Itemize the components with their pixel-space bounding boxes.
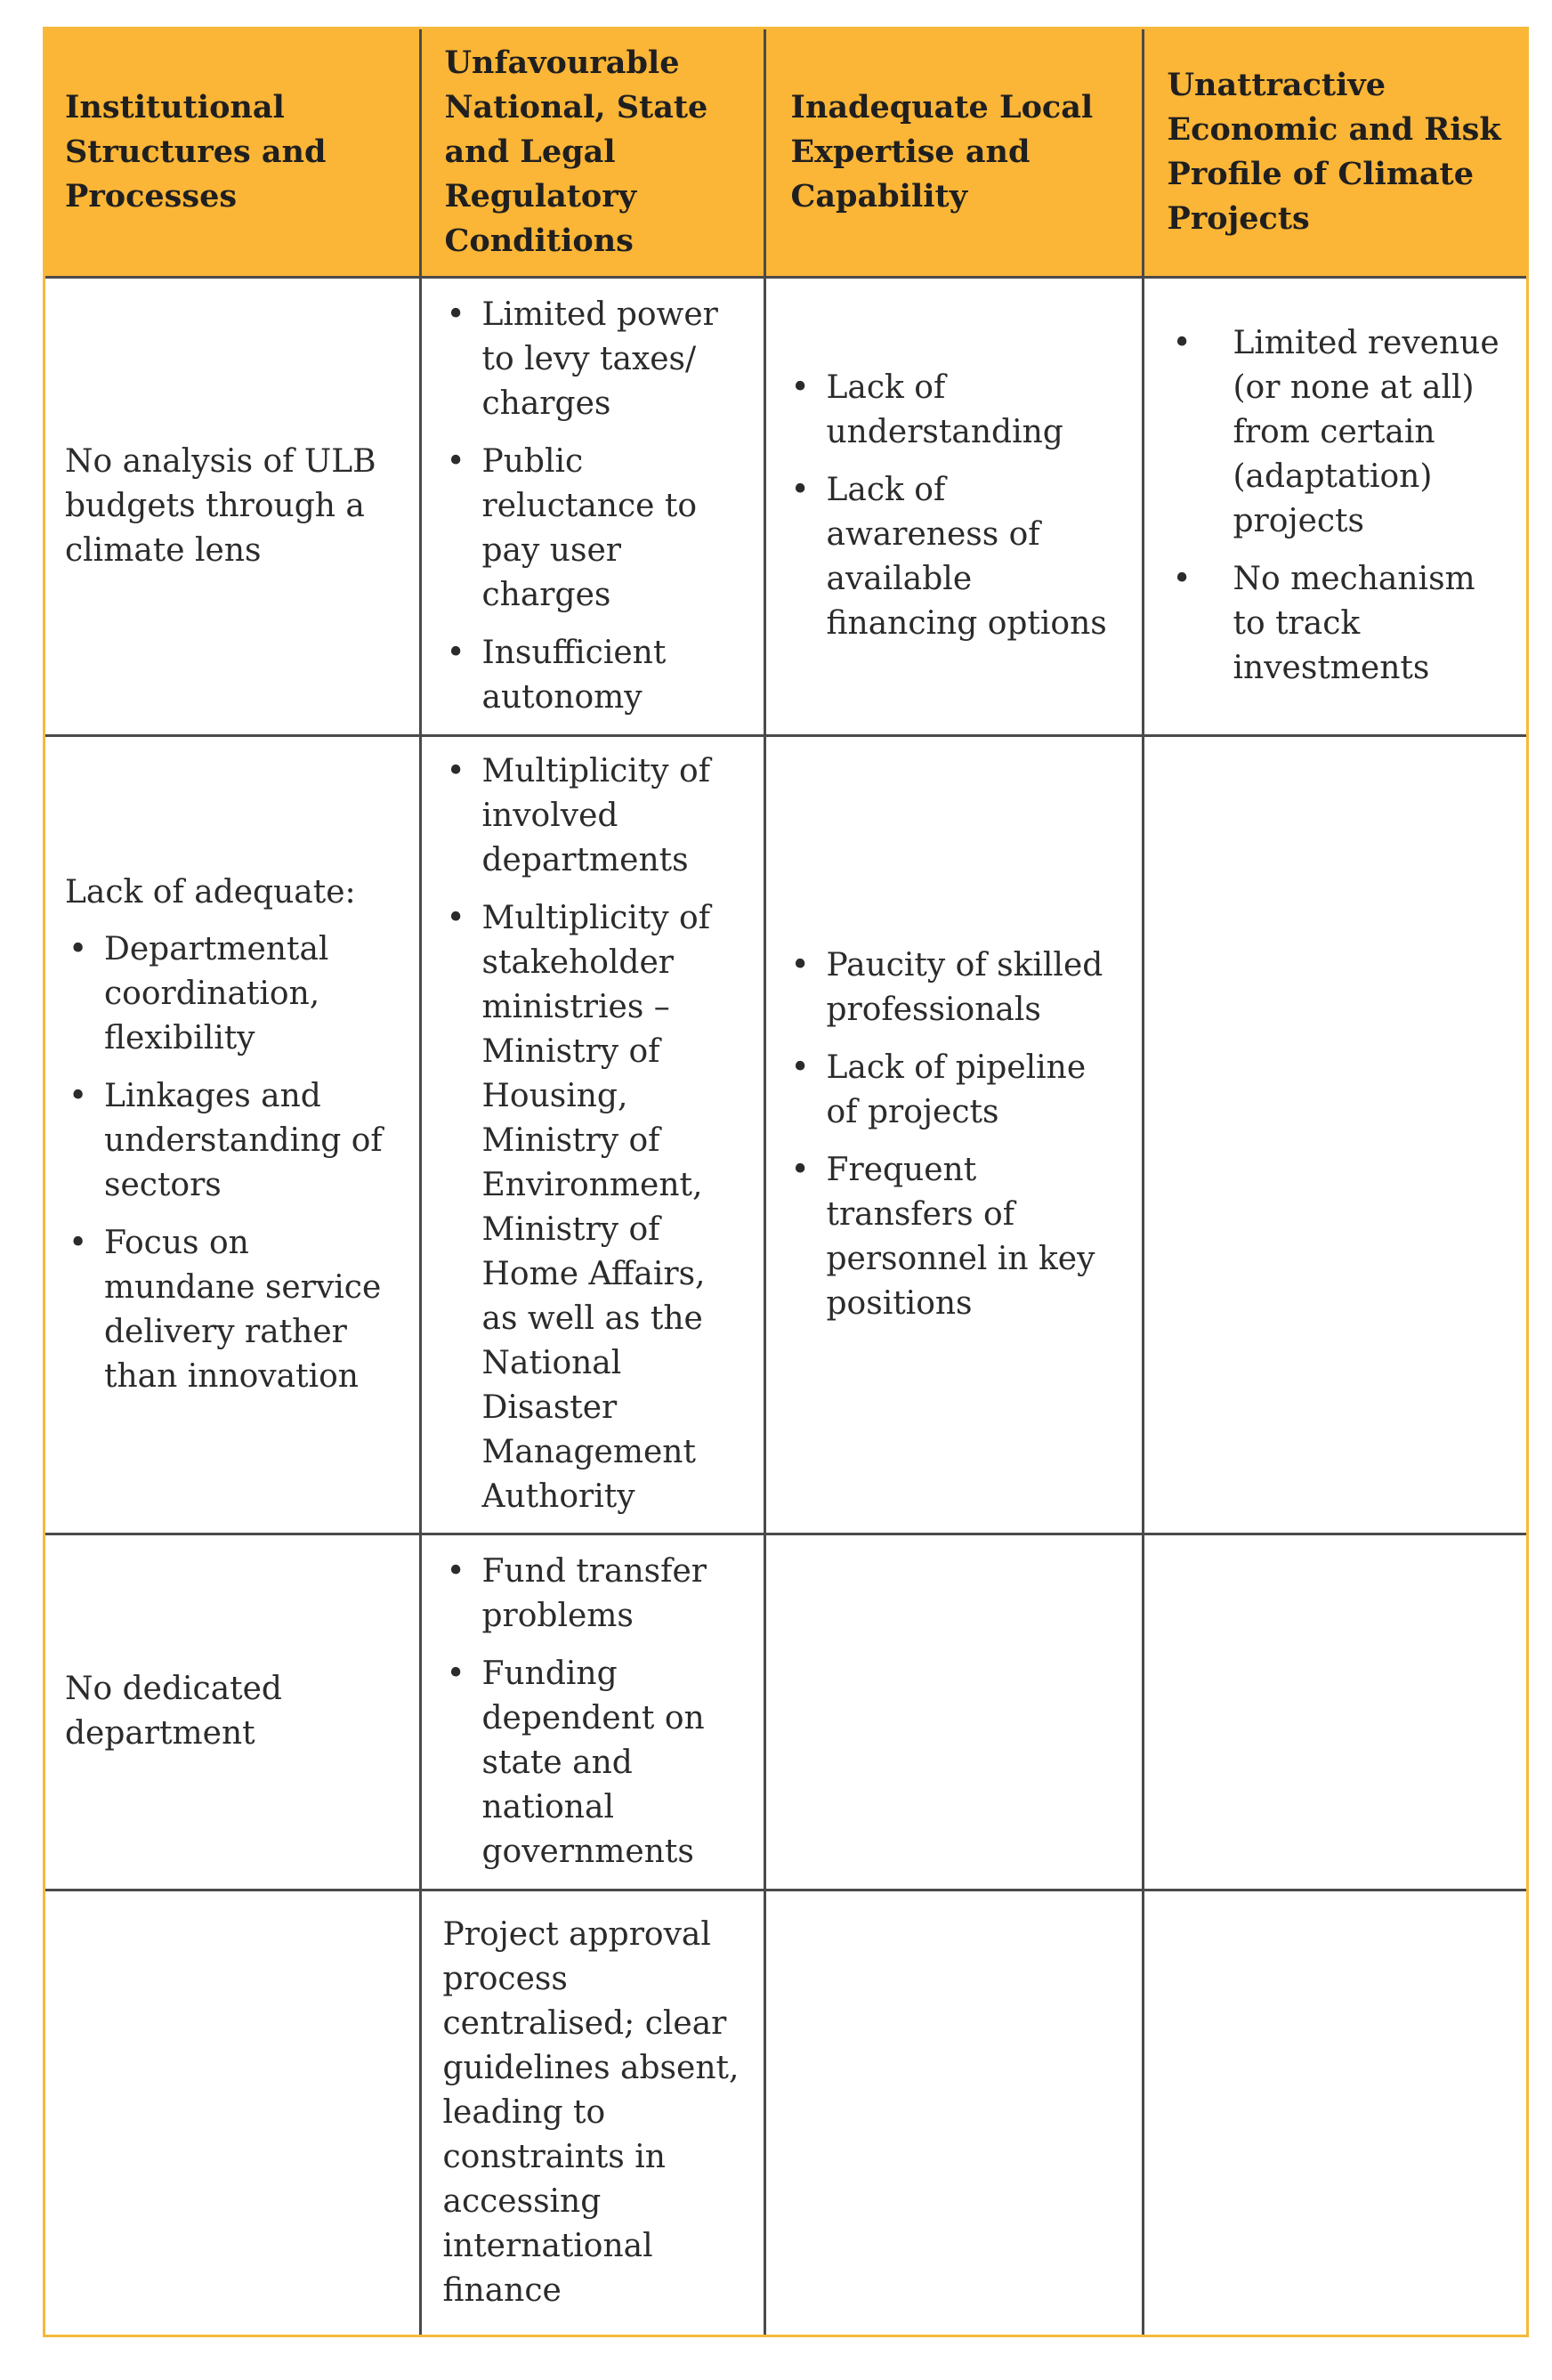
list-item: • Departmental coordination, flexibility — [65, 927, 400, 1061]
cell-institutional — [45, 277, 420, 735]
list-item: • Funding dependent on state and national governments — [443, 1652, 744, 1874]
list-item: • Lack of understanding — [788, 366, 1122, 455]
cell-expertise — [764, 735, 1143, 1534]
cell-institutional — [45, 1534, 420, 1890]
list-item: • Paucity of skilled professionals — [788, 943, 1122, 1032]
header-expertise: Inadequate Local Expertise and Capability — [764, 29, 1143, 277]
bullet-icon: • — [446, 442, 465, 480]
bullet-list — [65, 927, 400, 1399]
cell-economic-empty — [1143, 735, 1526, 1534]
cell-institutional — [45, 735, 420, 1534]
cell-economic-empty — [1143, 1890, 1526, 2335]
list-item: • Limited power to levy taxes/ charges — [443, 293, 744, 426]
cell-regulatory — [420, 735, 764, 1534]
list-item: • Linkages and understanding of sectors — [65, 1074, 400, 1208]
list-item: • Lack of pipeline of projects — [788, 1046, 1122, 1135]
bullet-list — [788, 943, 1122, 1326]
header-institutional: Institutional Structures and Processes — [45, 29, 420, 277]
list-item: • Focus on mundane service delivery rather than innovation — [65, 1221, 400, 1399]
table-row — [45, 1534, 1526, 1890]
cell-intro: Lack of adequate: — [65, 873, 356, 911]
list-item: • Fund transfer problems — [443, 1550, 744, 1639]
barriers-table — [45, 29, 1526, 2335]
list-item: • Lack of awareness of available financing options — [788, 468, 1122, 646]
cell-text: No analysis of ULB budgets through a climate lens — [65, 442, 376, 569]
bullet-icon: • — [446, 753, 465, 789]
table-row — [45, 1890, 1526, 2335]
bullet-list — [1166, 321, 1508, 691]
bullet-icon: • — [1172, 561, 1192, 597]
bullet-icon: • — [790, 1151, 810, 1188]
bullet-list — [443, 293, 744, 720]
bullet-icon: • — [446, 1655, 465, 1692]
list-item: • Frequent transfers of personnel in key positions — [788, 1148, 1122, 1326]
bullet-icon: • — [446, 900, 465, 936]
list-item: • Limited revenue (or none at all) from certain (adaptation) projects — [1166, 321, 1508, 544]
cell-regulatory — [420, 1534, 764, 1890]
cell-expertise — [764, 277, 1143, 735]
list-item: • Insufficient autonomy — [443, 631, 744, 720]
cell-expertise-empty — [764, 1534, 1143, 1890]
cell-text: Project approval process centralised; clear guidelines absent, leading to constraints in accessing international finance — [442, 1915, 740, 2309]
cell-economic — [1143, 277, 1526, 735]
cell-economic-empty — [1143, 1534, 1526, 1890]
bullet-icon: • — [790, 1048, 810, 1086]
bullet-icon: • — [69, 1224, 88, 1261]
list-item: • No mechanism to track investments — [1166, 557, 1508, 691]
header-economic: Unattractive Economic and Risk Profile of Climate Projects — [1143, 29, 1526, 277]
bullet-icon: • — [790, 946, 810, 984]
cell-text: No dedicated department — [65, 1671, 282, 1752]
cell-regulatory — [420, 1890, 764, 2335]
bullet-list — [443, 749, 744, 1519]
cell-expertise-empty — [764, 1890, 1143, 2335]
list-item: • Multiplicity of stakeholder ministries –Ministry of Housing, Ministry of Environment, Ministry of Home Affairs, as well as the National Disaster Management Authority — [443, 896, 744, 1519]
bullet-list — [788, 366, 1122, 646]
header-regulatory: Unfavourable National, State and Legal Regulatory Conditions — [420, 29, 764, 277]
bullet-icon: • — [446, 1552, 465, 1590]
header-row — [45, 29, 1526, 277]
list-item: • Multiplicity of involved departments — [443, 749, 744, 883]
bullet-icon: • — [69, 1077, 88, 1114]
bullet-icon: • — [446, 634, 465, 671]
bullet-icon: • — [446, 295, 465, 333]
bullet-icon: • — [790, 472, 810, 508]
table-row — [45, 277, 1526, 735]
table-row — [45, 735, 1526, 1534]
cell-regulatory — [420, 277, 764, 735]
bullet-icon: • — [1172, 325, 1192, 361]
bullet-icon: • — [69, 930, 88, 967]
bullet-icon: • — [790, 369, 810, 406]
bullet-list — [443, 1550, 744, 1874]
cell-institutional-empty — [45, 1890, 420, 2335]
list-item: • Public reluctance to pay user charges — [443, 440, 744, 618]
